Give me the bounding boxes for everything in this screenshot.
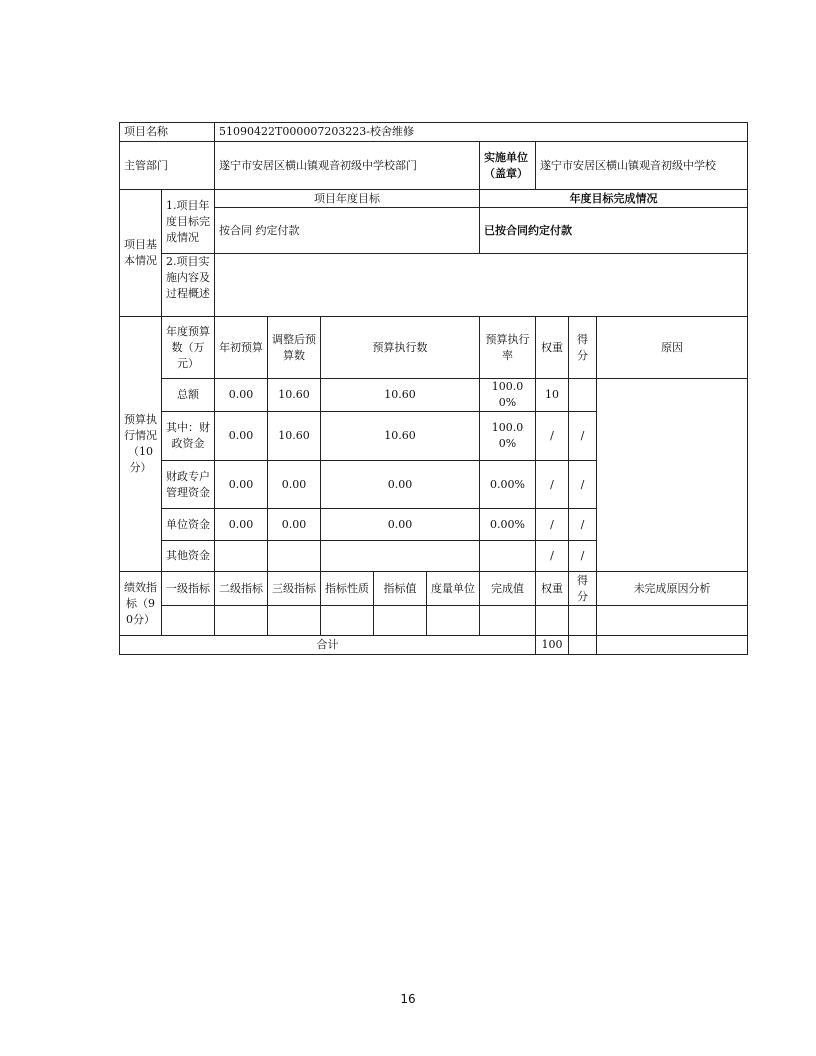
budget-weight-cell: /	[536, 509, 569, 541]
budget-row-label: 单位资金	[162, 509, 215, 541]
execution-rate-header: 预算执行率	[480, 317, 536, 379]
total-score	[569, 636, 597, 655]
budget-adjusted-cell: 10.60	[268, 412, 321, 461]
basic-info-label: 项目基本情况	[120, 190, 162, 317]
performance-indicators-label: 绩效指标（90分）	[120, 572, 162, 636]
implementation-overview-value	[215, 254, 748, 317]
budget-executed-cell: 0.00	[321, 461, 480, 509]
completion-value: 已按合同约定付款	[480, 208, 748, 254]
implementation-overview-label: 2.项目实施内容及过程概述	[162, 254, 215, 317]
budget-executed-cell: 0.00	[321, 509, 480, 541]
budget-score-cell: /	[569, 461, 597, 509]
total-label: 合计	[120, 636, 536, 655]
department-value: 遂宁市安居区横山镇观音初级中学校部门	[215, 142, 480, 190]
empty-cell	[427, 606, 480, 636]
empty-cell	[374, 606, 427, 636]
perf-weight-header: 权重	[536, 572, 569, 606]
unfinished-reason-header: 未完成原因分析	[597, 572, 748, 606]
budget-row-label: 财政专户管理资金	[162, 461, 215, 509]
budget-executed-cell: 10.60	[321, 379, 480, 412]
budget-row-label: 总额	[162, 379, 215, 412]
performance-empty-row	[120, 606, 748, 636]
measure-unit-header: 度量单位	[427, 572, 480, 606]
budget-rate-cell: 100.00%	[480, 412, 536, 461]
initial-budget-header: 年初预算	[215, 317, 268, 379]
budget-adjusted-cell: 10.60	[268, 379, 321, 412]
budget-initial-cell: 0.00	[215, 461, 268, 509]
goal-header: 项目年度目标	[215, 190, 480, 208]
empty-cell	[162, 606, 215, 636]
reason-header: 原因	[597, 317, 748, 379]
budget-initial-cell	[215, 541, 268, 572]
implementing-unit-value: 遂宁市安居区横山镇观音初级中学校	[536, 142, 748, 190]
budget-adjusted-cell: 0.00	[268, 509, 321, 541]
budget-row-label: 其中：财政资金	[162, 412, 215, 461]
goal-completion-label: 1.项目年度目标完成情况	[162, 190, 215, 254]
implementing-unit-label: 实施单位（盖章）	[480, 142, 536, 190]
empty-cell	[597, 606, 748, 636]
budget-reason-cell	[597, 379, 748, 572]
budget-weight-cell: /	[536, 412, 569, 461]
total-reason	[597, 636, 748, 655]
budget-weight-cell: 10	[536, 379, 569, 412]
indicator-nature-header: 指标性质	[321, 572, 374, 606]
budget-rate-cell: 0.00%	[480, 509, 536, 541]
score-header: 得分	[569, 317, 597, 379]
page-number: 16	[400, 992, 416, 1006]
budget-rate-cell: 0.00%	[480, 461, 536, 509]
budget-execution-label: 预算执行情况（10分）	[120, 317, 162, 572]
completion-header: 年度目标完成情况	[480, 190, 748, 208]
budget-initial-cell: 0.00	[215, 412, 268, 461]
budget-executed-cell: 10.60	[321, 412, 480, 461]
budget-weight-cell: /	[536, 461, 569, 509]
adjusted-budget-header: 调整后预算数	[268, 317, 321, 379]
level2-indicator-header: 二级指标	[215, 572, 268, 606]
empty-cell	[569, 606, 597, 636]
budget-score-cell	[569, 379, 597, 412]
budget-initial-cell: 0.00	[215, 379, 268, 412]
executed-budget-header: 预算执行数	[321, 317, 480, 379]
budget-rate-cell	[480, 541, 536, 572]
budget-adjusted-cell: 0.00	[268, 461, 321, 509]
empty-cell	[321, 606, 374, 636]
performance-evaluation-table	[119, 122, 748, 655]
empty-cell	[268, 606, 321, 636]
perf-score-header: 得分	[569, 572, 597, 606]
level3-indicator-header: 三级指标	[268, 572, 321, 606]
budget-row-total	[120, 379, 748, 412]
budget-executed-cell	[321, 541, 480, 572]
budget-score-cell: /	[569, 541, 597, 572]
project-name-value: 51090422T000007203223-校舍维修	[215, 123, 748, 142]
project-name-label: 项目名称	[120, 123, 215, 142]
indicator-value-header: 指标值	[374, 572, 427, 606]
goal-value: 按合同 约定付款	[215, 208, 480, 254]
budget-score-cell: /	[569, 509, 597, 541]
level1-indicator-header: 一级指标	[162, 572, 215, 606]
empty-cell	[215, 606, 268, 636]
annual-budget-header: 年度预算数（万元）	[162, 317, 215, 379]
completed-value-header: 完成值	[480, 572, 536, 606]
total-weight: 100	[536, 636, 569, 655]
budget-row-label: 其他资金	[162, 541, 215, 572]
department-label: 主管部门	[120, 142, 215, 190]
weight-header: 权重	[536, 317, 569, 379]
budget-score-cell: /	[569, 412, 597, 461]
budget-weight-cell: /	[536, 541, 569, 572]
budget-adjusted-cell	[268, 541, 321, 572]
empty-cell	[536, 606, 569, 636]
budget-initial-cell: 0.00	[215, 509, 268, 541]
budget-rate-cell: 100.00%	[480, 379, 536, 412]
empty-cell	[480, 606, 536, 636]
